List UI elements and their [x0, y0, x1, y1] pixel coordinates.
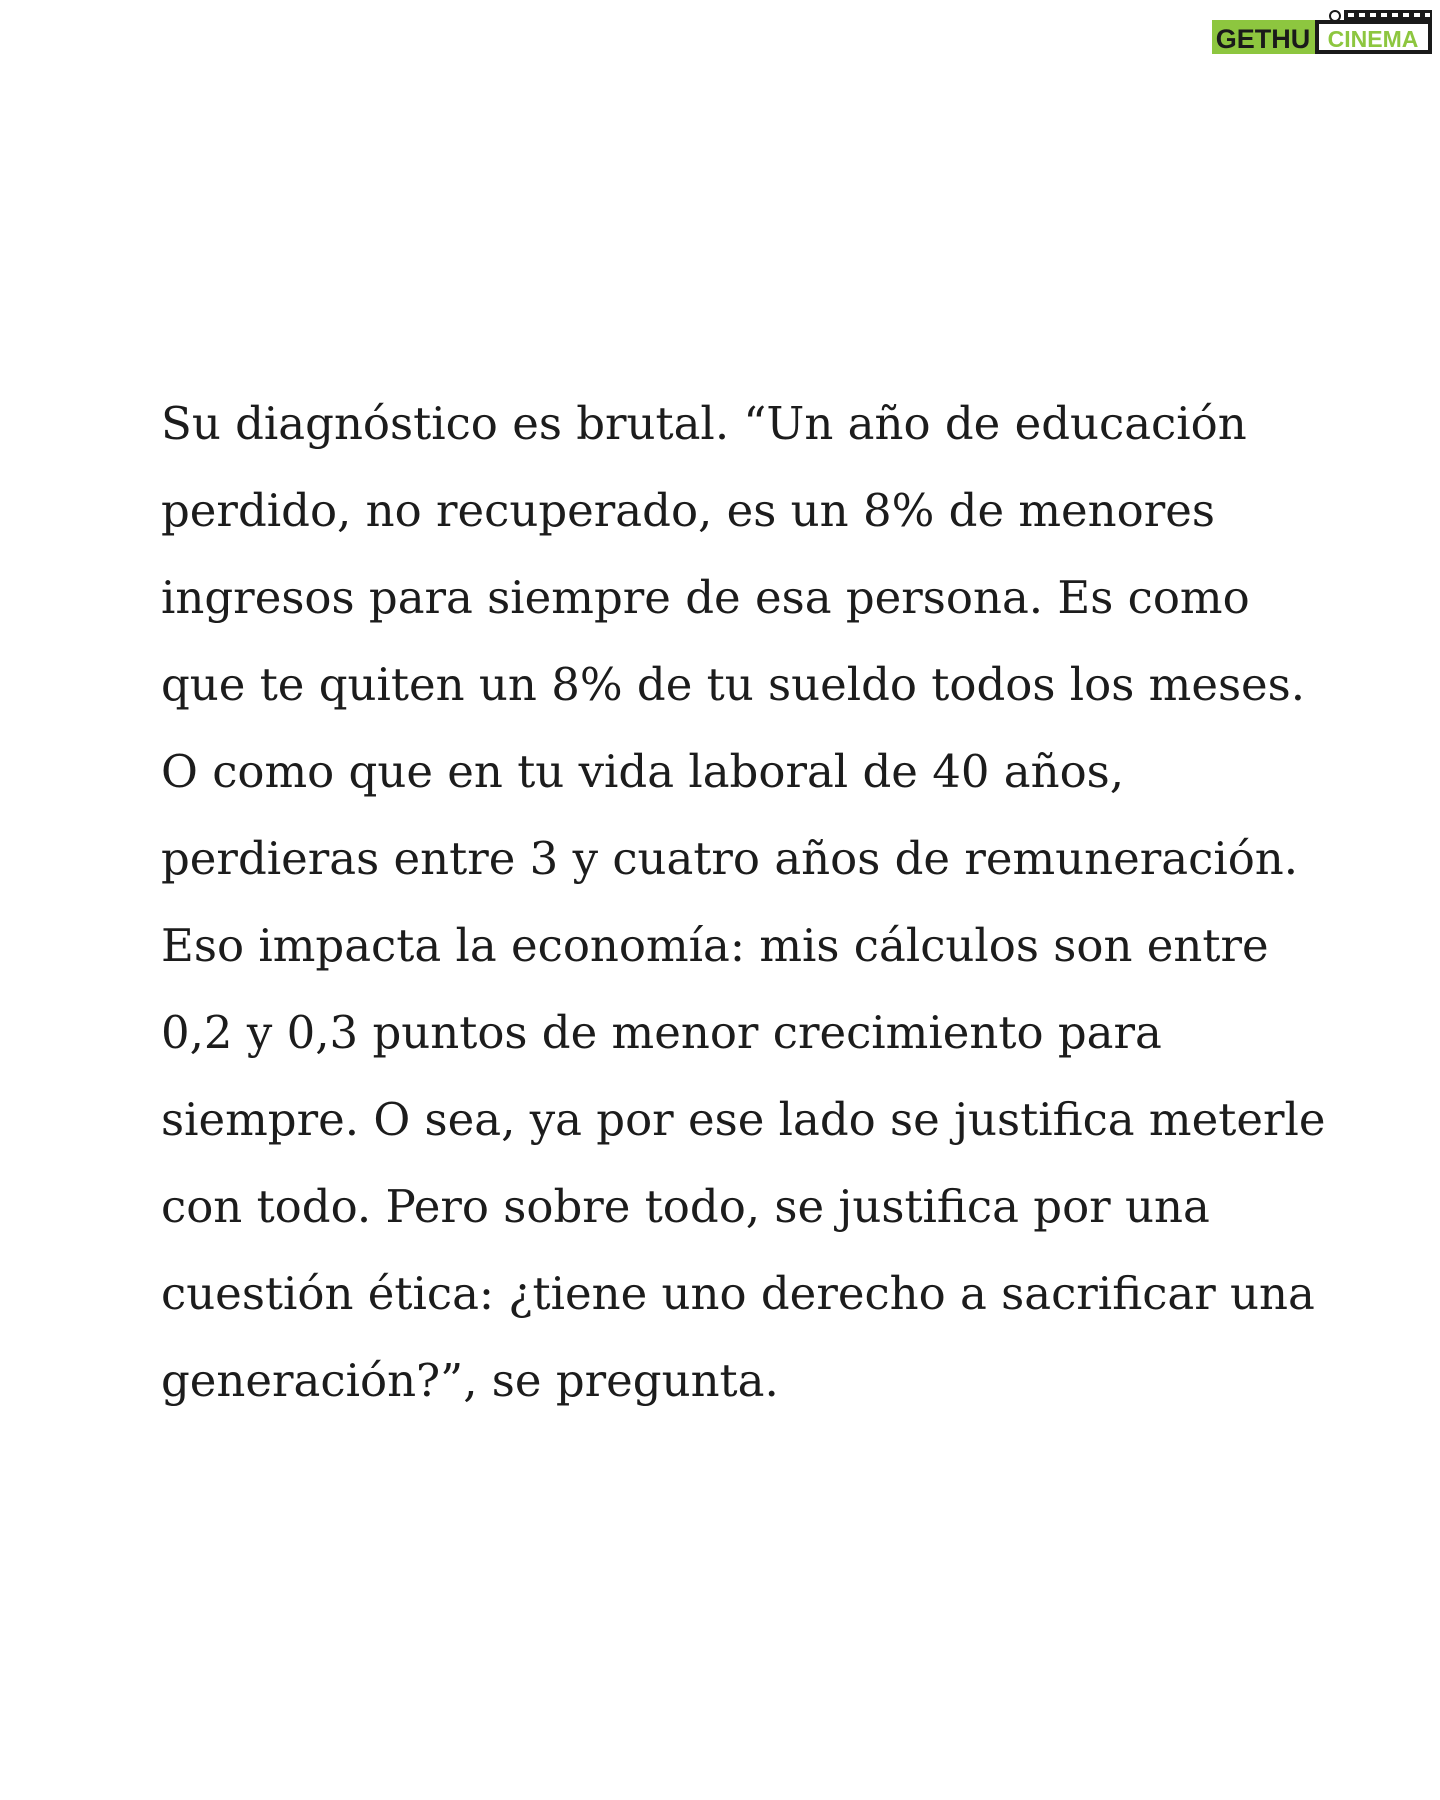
paragraph-line: con todo. Pero sobre todo, se justifica por una — [161, 1180, 1210, 1233]
logo-text-right: CINEMA — [1327, 26, 1419, 52]
logo-text-left: GETHU — [1215, 24, 1311, 54]
film-camera-icon — [1330, 10, 1432, 21]
gethu-cinema-logo — [1212, 8, 1436, 56]
paragraph-line: cuestión ética: ¿tiene uno derecho a sacrificar una — [161, 1267, 1315, 1320]
paragraph-line: siempre. O sea, ya por ese lado se justifica meterle — [161, 1093, 1326, 1146]
paragraph-line: perdido, no recuperado, es un 8% de menores — [161, 484, 1215, 537]
paragraph-line: O como que en tu vida laboral de 40 años, — [161, 745, 1125, 798]
paragraph-line: ingresos para siempre de esa persona. Es como — [161, 571, 1250, 624]
paragraph-line: que te quiten un 8% de tu sueldo todos los meses. — [161, 658, 1306, 711]
paragraph-line: generación?”, se pregunta. — [161, 1354, 779, 1407]
paragraph-line: Eso impacta la economía: mis cálculos son entre — [161, 919, 1269, 972]
paragraph-line: 0,2 y 0,3 puntos de menor crecimiento para — [161, 1006, 1162, 1059]
paragraph-line: Su diagnóstico es brutal. “Un año de educación — [161, 397, 1247, 450]
paragraph-line: perdieras entre 3 y cuatro años de remuneración. — [161, 832, 1299, 885]
article-paragraph — [161, 380, 1326, 1424]
